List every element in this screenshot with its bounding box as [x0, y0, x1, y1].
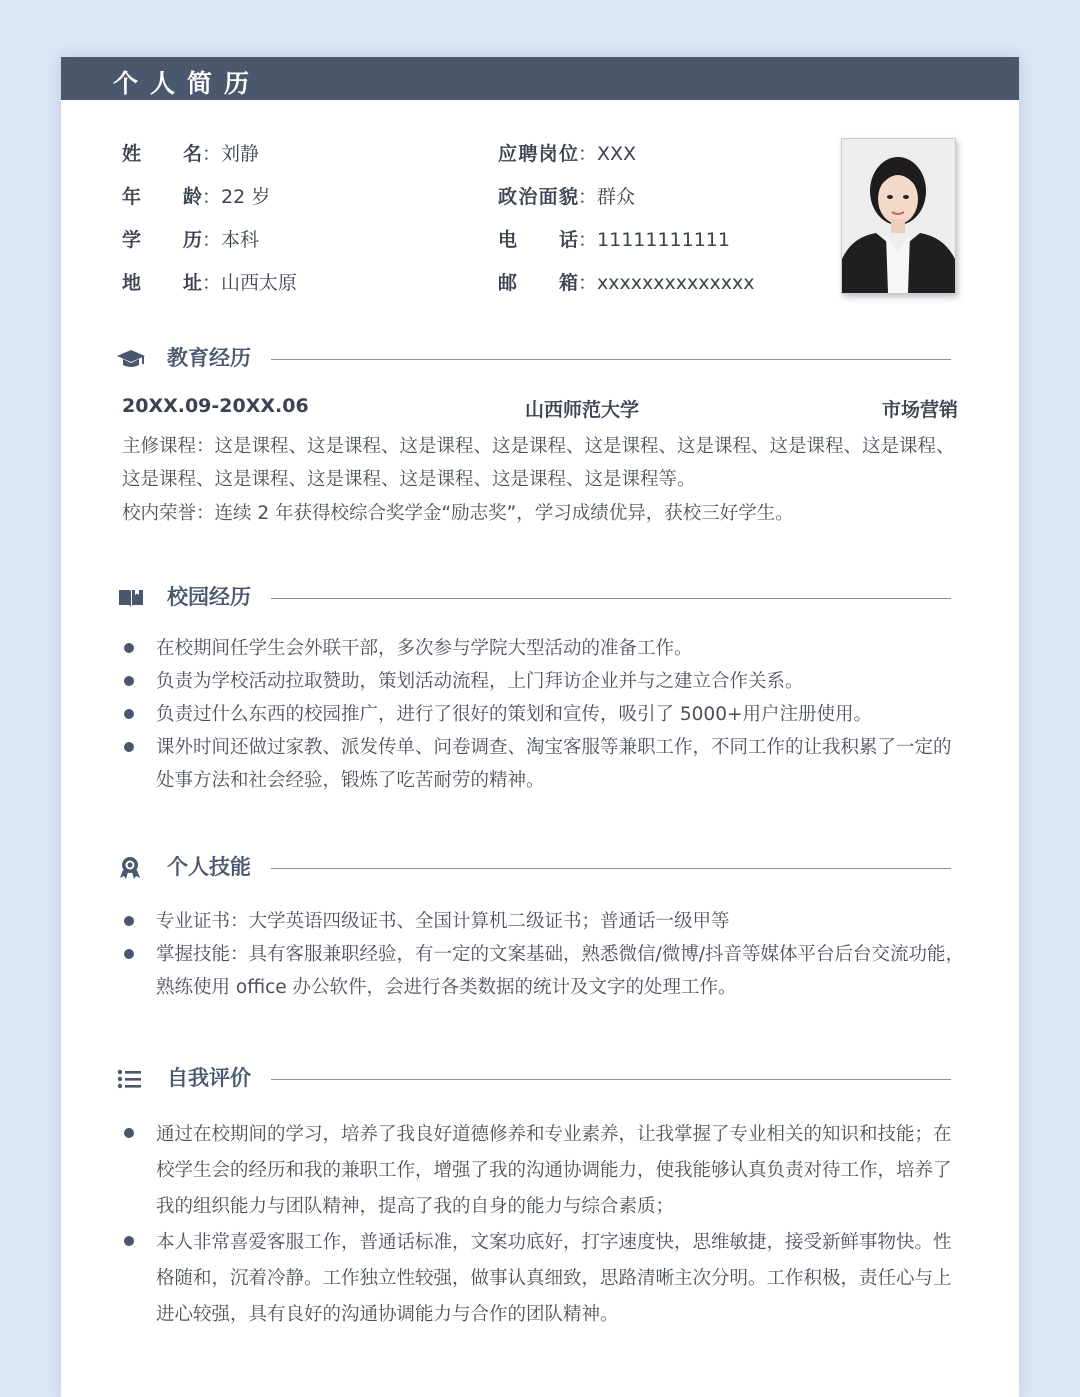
section-self-eval-header [117, 1063, 951, 1093]
info-political: 政治面貌：群众 [498, 186, 636, 208]
section-divider [271, 359, 951, 360]
education-school: 山西师范大学 [525, 399, 640, 421]
campus-list [122, 632, 967, 797]
info-position: 应聘岗位：XXX [498, 143, 637, 165]
list-item: 负责过什么东西的校园推广，进行了很好的策划和宣传，吸引了 5000+用户注册使用。 [122, 698, 967, 731]
education-major: 市场营销 [881, 399, 958, 421]
section-divider [271, 1079, 951, 1080]
profile-photo [841, 138, 956, 294]
section-title: 教育经历 [167, 346, 251, 370]
section-skills-header [117, 852, 951, 882]
list-item: 本人非常喜爱客服工作，普通话标准，文案功底好，打字速度快，思维敏捷，接受新鲜事物快。性格随和，沉着冷静。工作独立性较强，做事认真细致，思路清晰主次分明。工作积极，责任心与上进心较强，具有良好的沟通协调能力与合作的团队精神。 [122, 1225, 967, 1333]
info-value: 11111111111 [597, 229, 730, 251]
info-value: 山西太原 [221, 272, 298, 294]
info-label: 地址 [122, 272, 202, 294]
info-value: 群众 [597, 186, 636, 208]
list-item: 课外时间还做过家教、派发传单、问卷调查、淘宝客服等兼职工作，不同工作的让我积累了一定的处事方法和社会经验，锻炼了吃苦耐劳的精神。 [122, 731, 967, 797]
info-label: 邮箱 [498, 272, 578, 294]
info-age: 年龄：22 岁 [122, 186, 271, 208]
title-bar [61, 57, 1019, 100]
info-address: 地址：山西太原 [122, 272, 298, 294]
education-courses: 主修课程：这是课程、这是课程、这是课程、这是课程、这是课程、这是课程、这是课程、这是课程、这是课程、这是课程、这是课程、这是课程、这是课程、这是课程等。 [122, 436, 955, 490]
section-title: 个人技能 [167, 855, 251, 879]
info-phone: 电话：11111111111 [498, 229, 730, 251]
info-value: 22 岁 [221, 186, 271, 208]
section-divider [271, 868, 951, 869]
open-book-icon [117, 586, 145, 610]
self-eval-list [122, 1117, 967, 1333]
list-item: 通过在校期间的学习，培养了我良好道德修养和专业素养，让我掌握了专业相关的知识和技能；在校学生会的经历和我的兼职工作，增强了我的沟通协调能力，使我能够认真负责对待工作，培养了我的组织能力与团队精神，提高了我的自身的能力与综合素质； [122, 1117, 967, 1225]
info-value: XXX [597, 143, 637, 165]
info-label: 政治面貌 [498, 186, 578, 208]
info-label: 应聘岗位 [498, 143, 578, 165]
education-row [122, 395, 958, 421]
info-email: 邮箱：xxxxxxxxxxxxxx [498, 272, 755, 294]
info-label: 年龄 [122, 186, 202, 208]
section-title: 校园经历 [167, 585, 251, 609]
info-value: xxxxxxxxxxxxxx [597, 272, 755, 294]
skills-list [122, 905, 967, 1004]
list-item: 负责为学校活动拉取赞助，策划活动流程，上门拜访企业并与之建立合作关系。 [122, 665, 967, 698]
education-honors: 校内荣誉：连续 2 年获得校综合奖学金“励志奖”，学习成绩优异，获校三好学生。 [122, 503, 794, 524]
section-title: 自我评价 [167, 1066, 251, 1090]
info-label: 电话 [498, 229, 578, 251]
info-value: 本科 [221, 229, 260, 251]
list-item: 掌握技能：具有客服兼职经验，有一定的文案基础，熟悉微信/微博/抖音等媒体平台后台交流功能，熟练使用 office 办公软件，会进行各类数据的统计及文字的处理工作。 [122, 938, 967, 1004]
list-item: 在校期间任学生会外联干部，多次参与学院大型活动的准备工作。 [122, 632, 967, 665]
resume-page [61, 57, 1019, 1397]
info-label: 姓名 [122, 143, 202, 165]
list-icon [117, 1067, 145, 1091]
section-campus-header [117, 582, 951, 612]
education-period: 20XX.09-20XX.06 [122, 395, 309, 417]
section-divider [271, 598, 951, 599]
section-education-header [117, 343, 951, 373]
resume-title: 个人简历 [113, 69, 262, 98]
info-value: 刘静 [221, 143, 260, 165]
info-label: 学历 [122, 229, 202, 251]
info-degree: 学历：本科 [122, 229, 260, 251]
list-item: 专业证书：大学英语四级证书、全国计算机二级证书；普通话一级甲等 [122, 905, 967, 938]
award-badge-icon [117, 856, 145, 880]
graduation-cap-icon [117, 347, 145, 371]
info-name: 姓名：刘静 [122, 143, 260, 165]
